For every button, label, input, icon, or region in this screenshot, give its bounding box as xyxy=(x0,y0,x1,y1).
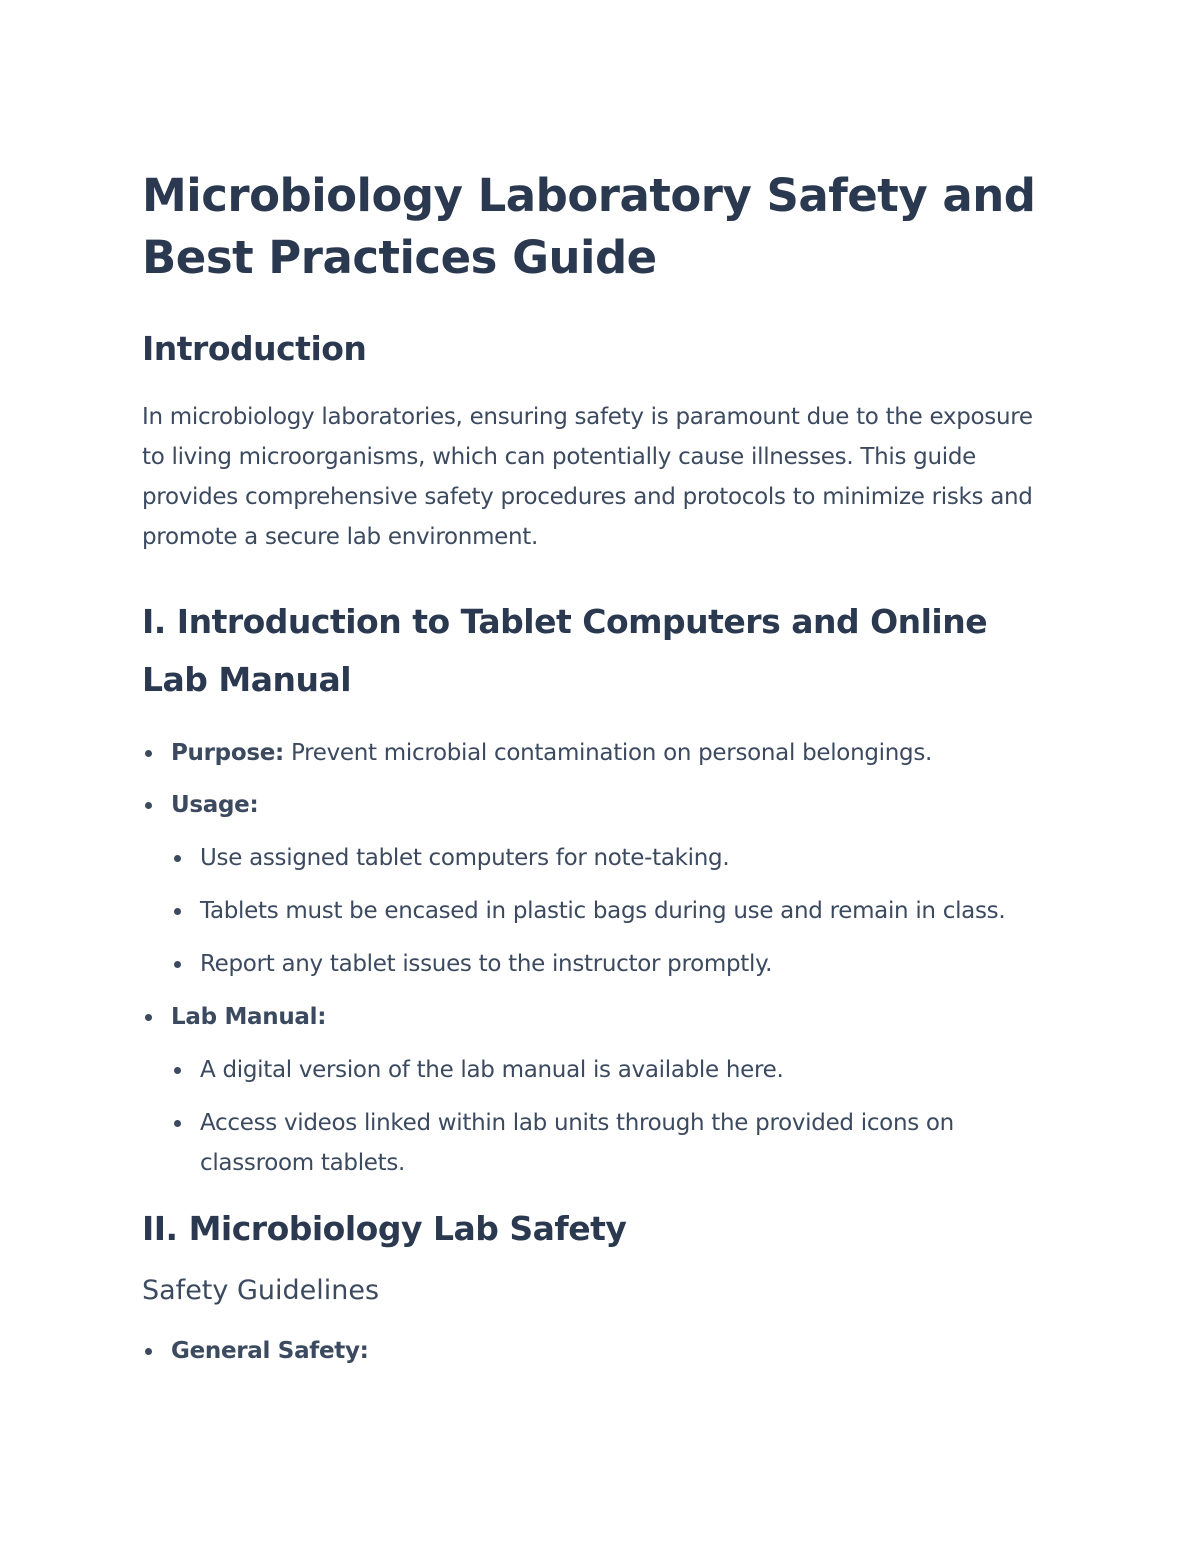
section-2-heading: II. Microbiology Lab Safety xyxy=(142,1209,627,1248)
lab-manual-item: Access videos linked within lab units through the provided icons on classroom tablets. xyxy=(171,1103,1042,1183)
document-title: Microbiology Laboratory Safety and Best Practices Guide xyxy=(142,169,1036,284)
lab-manual-item: A digital version of the lab manual is available here. xyxy=(171,1050,1042,1090)
list-item-lab-manual xyxy=(142,997,1042,1183)
list-item-usage xyxy=(142,785,1042,984)
lab-manual-label: Lab Manual: xyxy=(171,1004,327,1030)
list-item-purpose xyxy=(142,733,1042,773)
purpose-text: Prevent microbial contamination on personal belongings. xyxy=(283,740,933,766)
list-item-general-safety xyxy=(142,1331,1042,1371)
purpose-label: Purpose: xyxy=(171,740,284,766)
usage-sub-list xyxy=(171,838,1042,984)
usage-item: Tablets must be encased in plastic bags during use and remain in class. xyxy=(171,891,1042,931)
usage-label: Usage: xyxy=(171,792,259,818)
usage-item: Use assigned tablet computers for note-taking. xyxy=(171,838,1042,878)
section-1-heading: I. Introduction to Tablet Computers and Online Lab Manual xyxy=(142,602,988,699)
introduction-heading: Introduction xyxy=(142,329,367,368)
usage-item: Report any tablet issues to the instructor promptly. xyxy=(171,944,1042,984)
section-2-list xyxy=(142,1331,1042,1371)
lab-manual-sub-list xyxy=(171,1050,1042,1183)
document-page xyxy=(142,165,1042,1383)
introduction-paragraph: In microbiology laboratories, ensuring safety is paramount due to the exposure to living microorganisms, which can potentially cause illnesses. This guide provides comprehensive safety procedures and protocols to minimize risks and promote a secure lab environment. xyxy=(142,404,1033,550)
general-safety-label: General Safety: xyxy=(171,1338,369,1364)
section-1-list xyxy=(142,733,1042,1183)
safety-guidelines-subheading: Safety Guidelines xyxy=(142,1275,380,1306)
